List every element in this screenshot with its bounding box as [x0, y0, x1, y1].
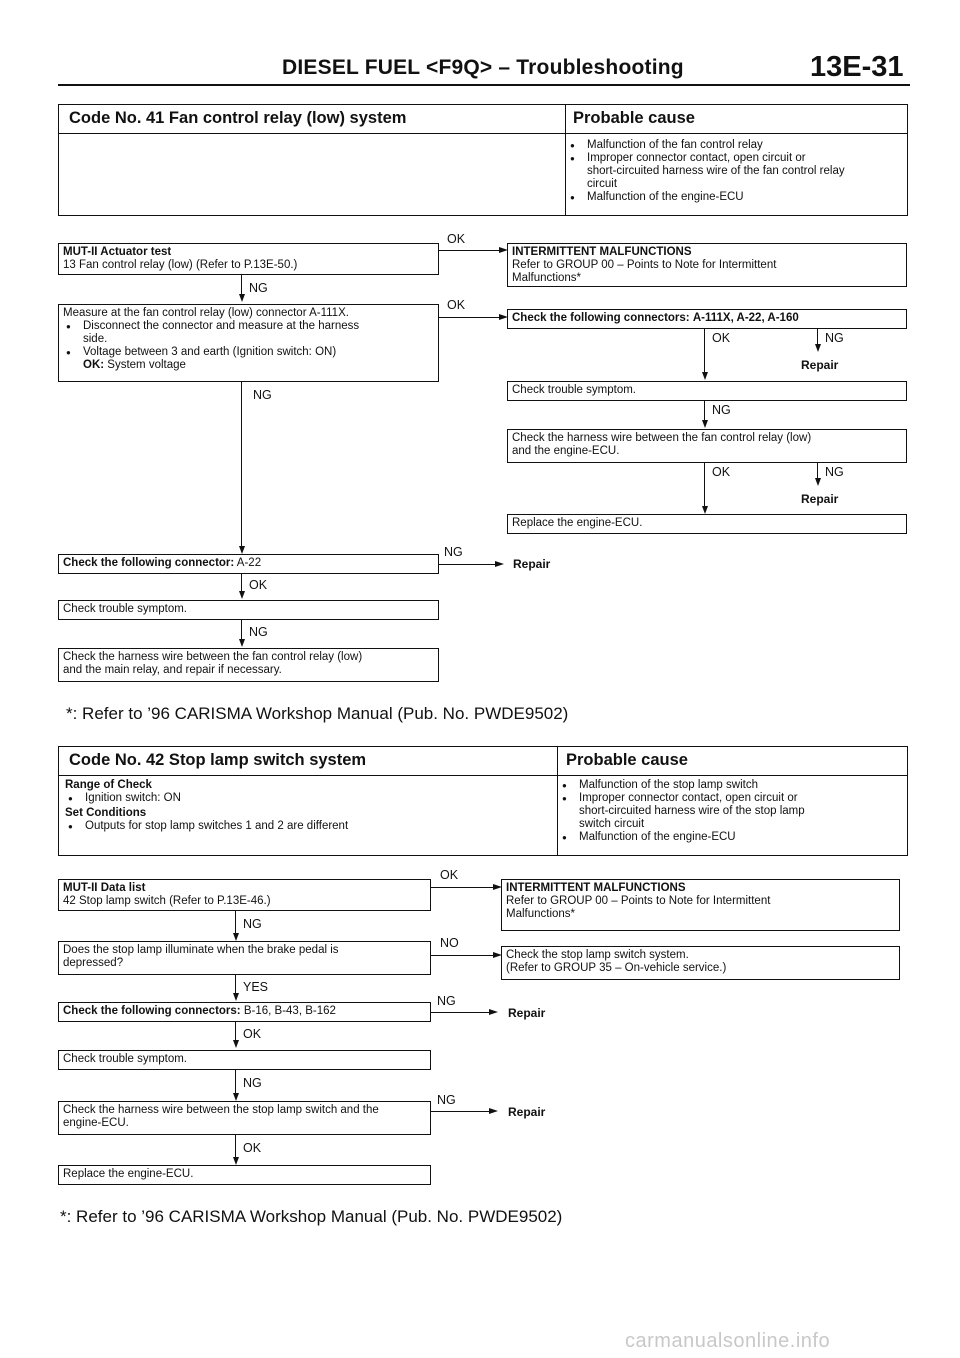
list-item: ● Improper connector contact, open circuit or — [559, 792, 904, 805]
c41-harness1-line2: and the engine-ECU. — [512, 445, 620, 457]
list-item: ● Outputs for stop lamp switches 1 and 2 are different — [65, 820, 545, 833]
arrow-down-icon — [233, 1157, 239, 1165]
c41-check-connectors-box — [507, 309, 907, 329]
code42-table — [58, 746, 908, 856]
c41-measure-box — [58, 304, 439, 382]
c41-ng-line-5 — [241, 382, 242, 548]
arrow-down-icon — [233, 933, 239, 941]
table-header — [59, 747, 907, 776]
c41-ok-label-3: OK — [712, 331, 731, 345]
c42-ok-label-1: OK — [440, 868, 459, 882]
c42-ng-label-4: NG — [437, 1093, 456, 1107]
list-item: ● Malfunction of the fan control relay — [567, 139, 907, 152]
arrow-down-icon — [239, 591, 245, 599]
arrow-right-icon — [489, 1108, 498, 1114]
code42-set-heading: Set Conditions — [65, 807, 147, 819]
c42-stop-system-box — [501, 946, 900, 980]
c41-mut-title: MUT-II Actuator test — [63, 246, 172, 258]
c41-harness1-line1: Check the harness wire between the fan control relay (low) — [512, 432, 812, 444]
list-item: ● Malfunction of the stop lamp switch — [559, 779, 904, 792]
c42-ng-label-3: NG — [243, 1076, 262, 1090]
c42-check-connectors-box — [58, 1002, 431, 1022]
c41-ng-label-7: NG — [249, 625, 268, 639]
watermark: carmanualsonline.info — [625, 1330, 831, 1352]
c42-footnote: *: Refer to ’96 CARISMA Workshop Manual (Pub. No. PWDE9502) — [60, 1207, 563, 1226]
code41-title: Code No. 41 Fan control relay (low) system — [69, 109, 407, 127]
c41-replace-box — [507, 514, 907, 534]
c41-ng-label-5: NG — [253, 388, 272, 402]
c41-ng-label-4: NG — [825, 465, 844, 479]
c41-check-connectors-label: Check the following connectors: — [512, 312, 690, 324]
c42-ok-label-2: OK — [243, 1027, 262, 1041]
code41-probable-cause-heading: Probable cause — [573, 109, 695, 127]
c42-illuminate-box — [58, 941, 431, 975]
c41-ng-line-2 — [817, 329, 818, 345]
c42-stop-system-line2: (Refer to GROUP 35 – On-vehicle service.) — [506, 962, 727, 974]
c41-ok-label-2: OK — [447, 298, 466, 312]
c42-stop-system-line1: Check the stop lamp switch system. — [506, 949, 689, 961]
arrow-right-icon — [495, 561, 504, 567]
list-item: ● Malfunction of the engine-ECU — [559, 831, 904, 844]
c42-ok-line-2 — [235, 1022, 236, 1042]
c42-ng-line-3 — [235, 1070, 236, 1095]
c42-intermittent-line1: Refer to GROUP 00 – Points to Note for Intermittent — [506, 895, 771, 907]
c42-repair-label-1: Repair — [508, 1006, 546, 1020]
c41-intermittent-line1: Refer to GROUP 00 – Points to Note for Intermittent — [512, 259, 777, 271]
list-item: ● Ignition switch: ON — [65, 792, 545, 805]
c42-mut-text: 42 Stop lamp switch (Refer to P.13E-46.) — [63, 895, 271, 907]
list-item: circuit — [587, 178, 618, 190]
c42-no-label: NO — [440, 936, 459, 950]
c41-measure-line1: Measure at the fan control relay (low) connector A-111X. — [63, 307, 349, 319]
c41-repair-label-1: Repair — [801, 358, 839, 372]
c41-ok-line-3 — [704, 329, 705, 373]
c42-ok-label-3: OK — [243, 1141, 262, 1155]
c42-harness-line1: Check the harness wire between the stop lamp switch and the — [63, 1104, 379, 1116]
c41-ng-line-4 — [817, 463, 818, 479]
c42-check-connectors-text: B-16, B-43, B-162 — [243, 1005, 336, 1017]
c42-ng-label-1: NG — [243, 917, 262, 931]
code42-title: Code No. 42 Stop lamp switch system — [69, 751, 367, 769]
code42-range-heading: Range of Check — [65, 779, 152, 791]
arrow-down-icon — [233, 993, 239, 1001]
code42-conditions — [65, 779, 545, 833]
c41-harness-box-1 — [507, 429, 907, 463]
c41-ok-label-1: OK — [447, 232, 466, 246]
arrow-down-icon — [239, 639, 245, 647]
c41-trouble-box-2 — [58, 600, 439, 620]
c41-intermittent-line2: Malfunctions* — [512, 272, 582, 284]
c41-ng-line-3 — [704, 401, 705, 421]
c42-ng-label-2: NG — [437, 994, 456, 1008]
code42-causes — [559, 779, 904, 844]
c42-ok-line-1 — [431, 887, 497, 888]
c42-intermittent-box — [501, 879, 900, 931]
code42-probable-cause-heading: Probable cause — [566, 751, 688, 769]
c41-measure-ok-label: OK: — [83, 359, 105, 371]
c41-ng-line-6 — [439, 564, 499, 565]
c41-harness-box-2 — [58, 648, 439, 682]
arrow-right-icon — [489, 1009, 498, 1015]
list-item: ● Improper connector contact, open circuit or — [567, 152, 907, 165]
c41-ng-label-2: NG — [825, 331, 844, 345]
c41-footnote: *: Refer to ’96 CARISMA Workshop Manual (Pub. No. PWDE9502) — [66, 704, 569, 723]
c41-repair-label-3: Repair — [513, 557, 551, 571]
c42-illuminate-line1: Does the stop lamp illuminate when the brake pedal is — [63, 944, 339, 956]
c41-check-a22-text: A-22 — [236, 557, 262, 569]
c41-ok-label-4: OK — [712, 465, 731, 479]
c41-harness2-line2: and the main relay, and repair if necessary. — [63, 664, 282, 676]
c41-trouble-box-1 — [507, 381, 907, 401]
c41-ng-label-3: NG — [712, 403, 731, 417]
list-item: ● Disconnect the connector and measure at the harness — [63, 320, 434, 333]
c42-mut-box — [58, 879, 431, 911]
page-number: 13E-31 — [810, 51, 904, 83]
c41-measure-ok-text: System voltage — [107, 359, 186, 371]
c42-trouble-box — [58, 1050, 431, 1070]
list-item: short-circuited harness wire of the fan control relay — [587, 165, 845, 177]
header-rule — [58, 84, 910, 86]
c42-intermittent-title: INTERMITTENT MALFUNCTIONS — [506, 882, 686, 894]
c42-mut-title: MUT-II Data list — [63, 882, 146, 894]
c42-ng-line-2 — [431, 1012, 493, 1013]
list-item: ● Voltage between 3 and earth (Ignition switch: ON) — [63, 346, 434, 359]
arrow-down-icon — [702, 372, 708, 380]
page-title: DIESEL FUEL <F9Q> – Troubleshooting — [282, 56, 684, 79]
list-item: short-circuited harness wire of the stop lamp — [579, 805, 805, 817]
c41-ng-label-6: NG — [444, 545, 463, 559]
c42-replace-text: Replace the engine-ECU. — [63, 1168, 194, 1180]
c41-ng-line-7 — [241, 620, 242, 641]
c41-intermittent-title: INTERMITTENT MALFUNCTIONS — [512, 246, 692, 258]
c42-yes-label: YES — [243, 980, 269, 994]
c41-ok-line-4 — [704, 463, 705, 507]
arrow-down-icon — [815, 344, 821, 352]
arrow-down-icon — [702, 506, 708, 514]
c42-ng-line-4 — [431, 1111, 493, 1112]
c41-mut-box — [58, 243, 439, 275]
c41-ng-label-1: NG — [249, 281, 268, 295]
arrow-down-icon — [702, 420, 708, 428]
arrow-down-icon — [815, 478, 821, 486]
c42-check-connectors-label: Check the following connectors: — [63, 1005, 241, 1017]
c42-intermittent-line2: Malfunctions* — [506, 908, 576, 920]
c41-harness2-line1: Check the harness wire between the fan control relay (low) — [63, 651, 363, 663]
c41-replace-text: Replace the engine-ECU. — [512, 517, 643, 529]
code41-causes — [567, 139, 907, 204]
c41-check-a22-box — [58, 554, 439, 574]
c41-mut-text: 13 Fan control relay (low) (Refer to P.13E-50.) — [63, 259, 298, 271]
arrow-down-icon — [233, 1093, 239, 1101]
c42-illuminate-line2: depressed? — [63, 957, 124, 969]
c42-yes-line — [235, 975, 236, 995]
c42-replace-box — [58, 1165, 431, 1185]
arrow-down-icon — [233, 1040, 239, 1048]
c41-trouble-text-2: Check trouble symptom. — [63, 603, 187, 615]
list-item: ● Malfunction of the engine-ECU — [567, 191, 907, 204]
c41-ng-line-1 — [241, 275, 242, 296]
c42-ok-line-3 — [235, 1135, 236, 1159]
c42-ng-line-1 — [235, 911, 236, 935]
c41-check-connectors-text: A-111X, A-22, A-160 — [692, 312, 799, 324]
c42-repair-label-2: Repair — [508, 1105, 546, 1119]
code41-table — [58, 104, 908, 216]
c41-ok-line-1 — [439, 250, 503, 251]
c41-repair-label-2: Repair — [801, 492, 839, 506]
arrow-down-icon — [239, 546, 245, 554]
c41-ok-label-5: OK — [249, 578, 268, 592]
list-item: side. — [83, 333, 108, 345]
c41-ok-line-2 — [439, 317, 503, 318]
c42-harness-line2: engine-ECU. — [63, 1117, 129, 1129]
c42-trouble-text: Check trouble symptom. — [63, 1053, 187, 1065]
c41-check-a22-label: Check the following connector: — [63, 557, 235, 569]
c41-intermittent-box — [507, 243, 907, 287]
arrow-down-icon — [239, 294, 245, 302]
c42-harness-box — [58, 1101, 431, 1135]
c41-trouble-text-1: Check trouble symptom. — [512, 384, 636, 396]
list-item: switch circuit — [579, 818, 645, 830]
table-header — [59, 105, 907, 134]
c42-no-line — [431, 955, 497, 956]
